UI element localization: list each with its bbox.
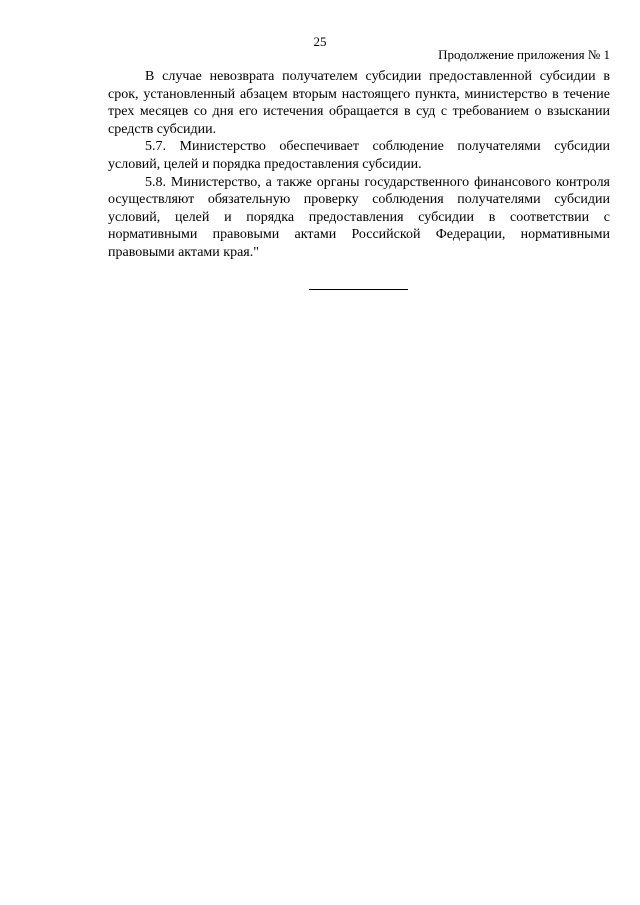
document-body bbox=[108, 68, 610, 262]
paragraph-5-8: 5.8. Министерство, а также органы государственного финансового контроля осуществляют обязательную проверку соблюдения получателями субсидии условий, целей и порядка предоставления субсидии в соответствии с нормативными правовыми актами Российской Федерации, нормативными правовыми актами края." bbox=[108, 174, 610, 260]
paragraph-5-7: 5.7. Министерство обеспечивает соблюдение получателями субсидии условий, целей и порядка предоставления субсидии. bbox=[108, 139, 610, 172]
page-number: 25 bbox=[313, 34, 327, 49]
appendix-label: Продолжение приложения № 1 bbox=[438, 47, 610, 62]
paragraph-refund-deadline: В случае невозврата получателем субсидии предоставленной субсидии в срок, установленный абзацем вторым настоящего пункта, министерство в течение трех месяцев со дня его истечения обращается в суд с требованием о взыскании средств субсидии. bbox=[108, 69, 610, 137]
end-separator-line bbox=[309, 289, 408, 290]
